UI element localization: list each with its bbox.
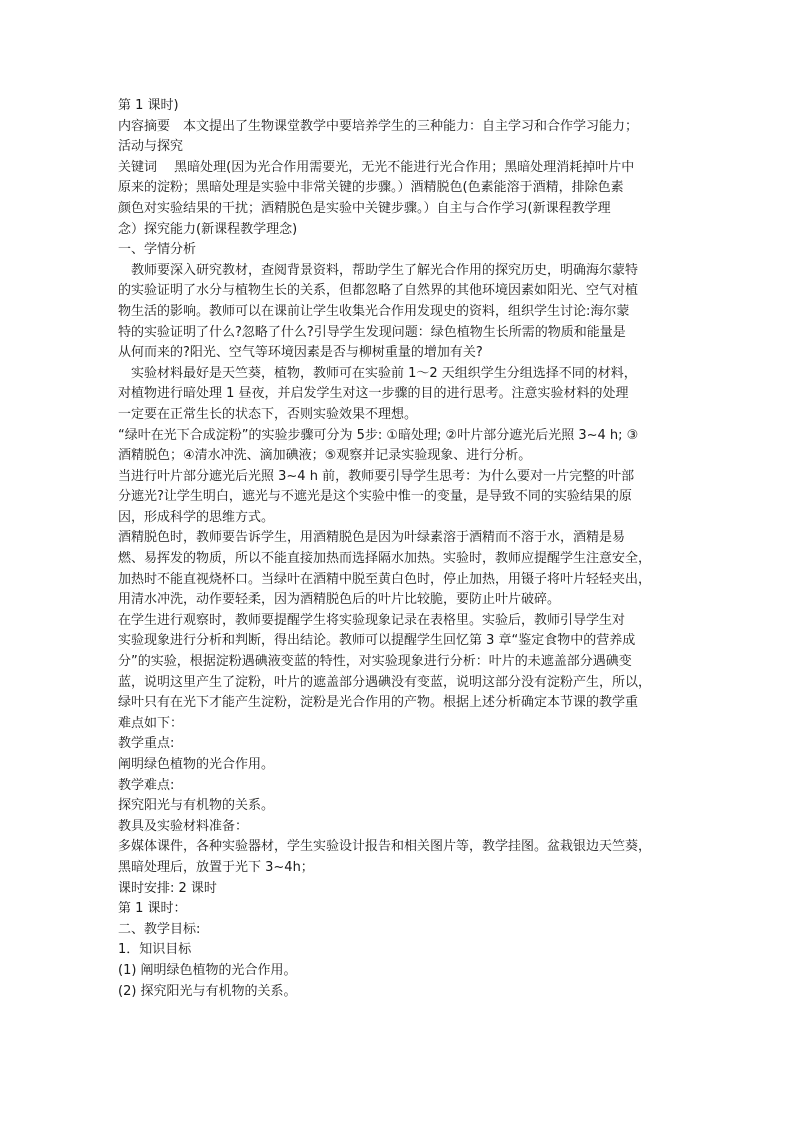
text-line: 第 1 课时： xyxy=(118,901,187,917)
abstract-line: 内容摘要 本文提出了生物课堂教学中要培养学生的三种能力：自主学习和合作学习能力； xyxy=(118,118,639,134)
text-line: 的实验证明了水分与植物生长的关系，但都忽略了自然界的其他环境因素如阳光、空气对植 xyxy=(118,283,639,299)
text-line: 难点如下： xyxy=(118,715,184,731)
text-line: 酒精脱色；④清水冲洗、滴加碘液；⑤观察并记录实验现象、进行分析。 xyxy=(118,448,532,464)
text-line: 分遮光?让学生明白，遮光与不遮光是这个实验中惟一的变量，是导致不同的实验结果的原 xyxy=(118,489,632,505)
text-line: 分”的实验，根据淀粉遇碘液变蓝的特性，对实验现象进行分析：叶片的未遮盖部分遇碘变 xyxy=(118,654,632,670)
list-item: (1) 阐明绿色植物的光合作用。 xyxy=(118,962,297,978)
text-line: 蓝，说明这里产生了淀粉，叶片的遮盖部分遇碘没有变蓝，说明这部分没有淀粉产生，所以， xyxy=(118,674,652,690)
subheading-line: 教具及实验材料准备： xyxy=(118,818,249,834)
text-line: 因，形成科学的思维方式。 xyxy=(118,509,275,525)
keywords-line: 关键词 黑暗处理(因为光合作用需要光，无光不能进行光合作用；黑暗处理消耗掉叶片中 xyxy=(118,159,635,175)
text-line: 用清水冲洗，动作要轻柔，因为酒精脱色后的叶片比较脆，要防止叶片破碎。 xyxy=(118,592,561,608)
section-heading: 二、教学目标: xyxy=(118,921,201,937)
subheading-line: 教学重点: xyxy=(118,736,175,752)
subheading-line: 1．知识目标 xyxy=(118,942,192,958)
text-line: 活动与探究 xyxy=(118,139,184,155)
text-line: 燃、易挥发的物质，所以不能直接加热而选择隔水加热。实验时，教师应提醒学生注意安全， xyxy=(118,551,652,567)
subheading-line: 教学难点: xyxy=(118,777,175,793)
text-line: 绿叶只有在光下才能产生淀粉，淀粉是光合作用的产物。根据上述分析确定本节课的教学重 xyxy=(118,695,639,711)
text-line: 在学生进行观察时，教师要提醒学生将实验现象记录在表格里。实验后，教师引导学生对 xyxy=(118,612,626,628)
text-line: 阐明绿色植物的光合作用。 xyxy=(118,757,275,772)
text-line: 物生活的影响。教师可以在课前让学生收集光合作用发现史的资料，组织学生讨论:海尔蒙 xyxy=(118,303,630,319)
text-line: 从何而来的?阳光、空气等环境因素是否与柳树重量的增加有关? xyxy=(118,345,483,361)
text-line: 多媒体课件，各种实验器材，学生实验设计报告和相关图片等，教学挂图。盆栽银边天竺葵， xyxy=(118,839,652,855)
text-line: 第 1 课时) xyxy=(118,98,179,113)
text-line: 实验材料最好是天竺葵，植物，教师可在实验前 1～2 天组织学生分组选择不同的材料， xyxy=(118,365,637,381)
text-line: 当进行叶片部分遮光后光照 3~4 h 前，教师要引导学生思考：为什么要对一片完整的叶部 xyxy=(118,468,635,484)
section-heading: 一、学情分析 xyxy=(118,242,197,258)
text-line: 对植物进行暗处理 1 昼夜，并启发学生对这一步骤的目的进行思考。注意实验材料的处理 xyxy=(118,386,629,402)
text-line: 念）探究能力(新课程教学理念) xyxy=(118,221,298,237)
text-line: 实验现象进行分析和判断，得出结论。教师可以提醒学生回忆第 3 章“鉴定食物中的营养成 xyxy=(118,633,636,649)
text-line: 原来的淀粉；黑暗处理是实验中非常关键的步骤。）酒精脱色(色素能溶于酒精，排除色素 xyxy=(118,180,624,196)
text-line: “绿叶在光下合成淀粉”的实验步骤可分为 5步: ①暗处理; ②叶片部分遮光后光照 3~4 h; ③ xyxy=(118,427,639,443)
text-line: 课时安排: 2 课时 xyxy=(118,880,217,896)
text-line: 探究阳光与有机物的关系。 xyxy=(118,798,275,814)
text-line: 加热时不能直视烧杯口。当绿叶在酒精中脱至黄白色时，停止加热，用镊子将叶片轻轻夹出， xyxy=(118,571,652,587)
text-line: 酒精脱色时，教师要告诉学生，用酒精脱色是因为叶绿素溶于酒精而不溶于水，酒精是易 xyxy=(118,530,626,546)
text-line: 一定要在正常生长的状态下，否则实验效果不理想。 xyxy=(118,406,418,422)
list-item: (2) 探究阳光与有机物的关系。 xyxy=(118,983,297,999)
text-line: 颜色对实验结果的干扰；酒精脱色是实验中关键步骤。）自主与合作学习(新课程教学理 xyxy=(118,200,611,216)
text-line: 教师要深入研究教材，查阅背景资料，帮助学生了解光合作用的探究历史，明确海尔蒙特 xyxy=(118,262,639,278)
text-line: 黑暗处理后，放置于光下 3~4h； xyxy=(118,859,314,875)
text-line: 特的实验证明了什么?忽略了什么?引导学生发现问题：绿色植物生长所需的物质和能量是 xyxy=(118,324,626,340)
